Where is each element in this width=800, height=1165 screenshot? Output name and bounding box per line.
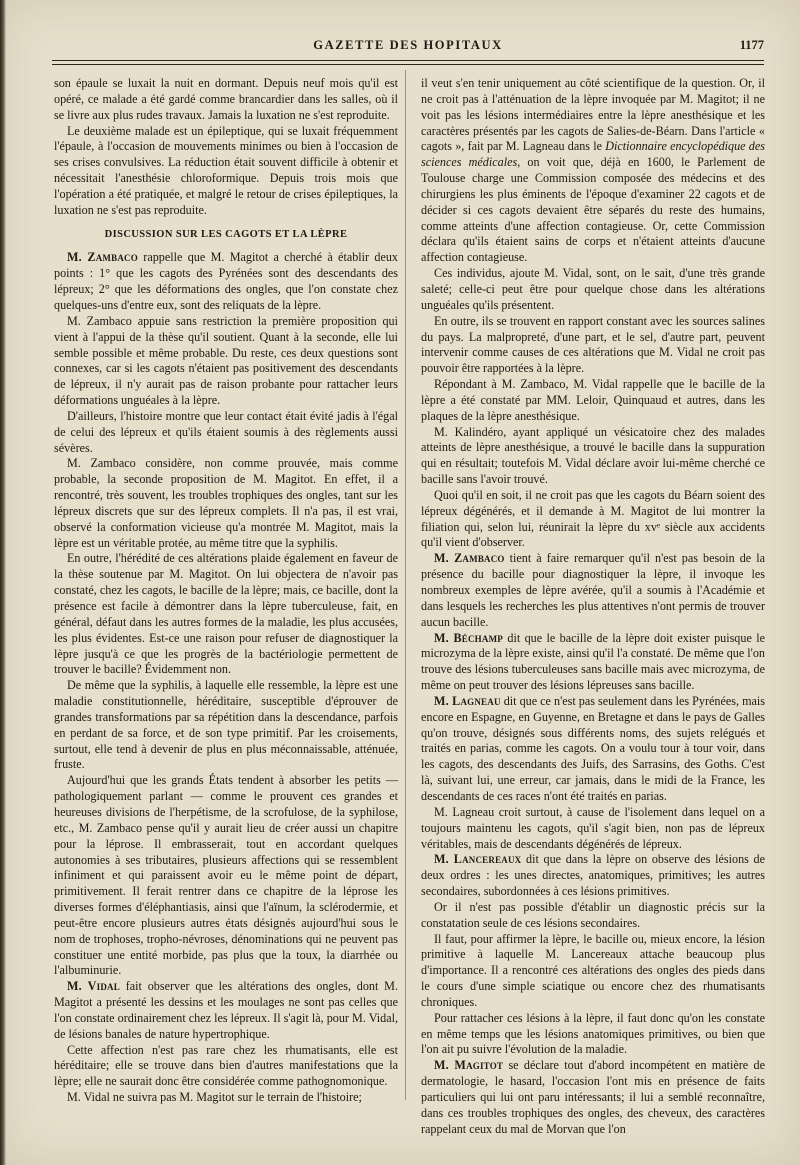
paragraph-text: fait observer que les altérations des ongles, dont M. Magitot a présenté les dessins et les moulages ne sont pas celles que l'on constate ordinairement chez les lépreux. Il s'agit là, pour M. Vidal, de lésions banales de nature hypertrophique.	[54, 979, 398, 1041]
paragraph-text: il veut s'en tenir uniquement au côté scientifique de la question. Or, il ne croit pas à l'atténuation de la lèpre invoquée par M. Magitot; il ne voit pas les lésions intermédiaires entre la lèpre anesthésique et les caractères présentés par les cagots de Salies-de-Béarn. Dans l'article « cagots », fait par M. Lagneau dans le	[421, 76, 765, 154]
column-divider	[405, 70, 406, 1100]
speaker-name: M. Zambaco	[67, 250, 138, 265]
page-number: 1177	[739, 38, 764, 52]
speaker-name: M. Zambaco	[434, 551, 505, 566]
paragraph	[421, 631, 765, 694]
right-column	[421, 76, 765, 1138]
paragraph-text: dit que ce n'est pas seulement dans les Pyrénées, mais encore en Espagne, en Guyenne, en Bretagne et dans le pays de Galles qu'on trouve, désignés sous différents noms, des sujets relégués et traités en parias, comme les cagots. On a voulu tour à tour voir, dans les cagots, des descendants des Juifs, des Sarrasins, des Goths. C'est là, suivant lui, une erreur, car jamais, dans le midi de la France, les descendants de ces races n'ont été traités en parias.	[421, 693, 765, 803]
paragraph-text: tient à faire remarquer qu'il n'est pas besoin de la présence du bacille pour diagnostiquer la lèpre, il invoque les nombreux exemples de lèpre avérée, qu'il a soumis à l'Académie et dans lesquels les recherches les plus attentives n'ont permis de trouver aucun bacille.	[421, 551, 765, 629]
paragraph: D'ailleurs, l'histoire montre que leur contact était évité jadis à l'égal de celui des lépreux et qu'ils étaient soumis à des règlements aussi sévères.	[54, 408, 398, 455]
paragraph: Cette affection n'est pas rare chez les rhumatisants, elle est héréditaire; elle se trouve dans bien d'autres manifestations que la lèpre; elle ne saurait donc être considérée comme pathognomonique.	[54, 1042, 398, 1089]
header-rule-thin	[52, 64, 764, 65]
paragraph: M. Vidal ne suivra pas M. Magitot sur le terrain de l'histoire;	[67, 1090, 362, 1105]
paragraph: De même que la syphilis, à laquelle elle ressemble, la lèpre est une maladie constitutionnelle, héréditaire, susceptible d'éprouver de grandes transformations par sa répétition dans la descendance, parfois en perdant de sa force, et de son type primitif. Par les croisements, surtout, elle tend à devenir de plus en plus méconnaissable, atténuée, fruste.	[54, 678, 398, 772]
speaker-name: M. Vidal	[67, 979, 120, 994]
paragraph: M. Lagneau croit surtout, à cause de l'isolement dans lequel on a toujours maintenu les cagots, qu'il s'agit bien, non pas de lépreux véritables, mais de descendants dégénérés de lépreux.	[421, 804, 765, 851]
paragraph-text: dit que dans la lèpre on observe des lésions de deux ordres : les unes directes, anatomiques, primitives; les autres secondaires, subordonnées à ces lésions primitives.	[421, 852, 765, 899]
paragraph: Ces individus, ajoute M. Vidal, sont, on le sait, d'une très grande saleté; celle-ci peut être pour quelque chose dans les altérations unguéales qu'ils présentent.	[421, 266, 765, 312]
paragraph-text: dit que le bacille de la lèpre doit exister puisque le microzyma de la lèpre existe, ainsi qu'il l'a constaté. De même que l'on trouve des lésions tuberculeuses sans bacille mais avec microzyma, de même on peut trouver des lésions lépreuses sans bacille.	[421, 630, 765, 693]
paragraph-text: rappelle que M. Magitot a cherché à établir deux points : 1° que les cagots des Pyrénées sont des descendants des lépreux; 2° que les déformations des ongles, que l'on constate chez quelques-uns d'entre eux, sont des reliquats de la lèpre.	[54, 250, 399, 312]
speaker-name: M. Lagneau	[434, 693, 501, 708]
paragraph: M. Zambaco considère, non comme prouvée, mais comme probable, la seconde proposition de M. Magitot. En effet, il a rencontré, très souvent, les troubles trophiques des ongles, tant sur les lépreux discrets que sur des lépreux complets. Il n'a pas, il est vrai, observé la conformation vicieuse qu'a montrée M. Magitot, mais la lèpre est un véritable protée, au même titre que la syphilis.	[54, 456, 398, 550]
paragraph: Le deuxième malade est un épileptique, qui se luxait fréquemment l'épaule, à l'occasion de mouvements minimes ou bien à l'occasion de ses crises convulsives. La réduction était souvent difficile à obtenir et nécessitait l'anesthésie chloroformique. Depuis trois mois que l'opération a été pratiquée, et malgré le retour de crises épileptiques, la luxation ne s'est pas reproduite.	[54, 123, 398, 217]
paragraph: M. Kalindéro, ayant appliqué un vésicatoire chez des malades atteints de lèpre anesthésique, a trouvé le bacille dans la suppuration qui en résultait; toutefois M. Vidal déclare avoir lui-même cherché ce bacille sans l'avoir trouvé.	[421, 424, 765, 487]
header-rule-thick	[52, 60, 764, 61]
page-binding-shadow	[0, 0, 6, 1165]
paragraph: M. Zambaco appuie sans restriction la première proposition qui vient à l'appui de la thèse qu'il soutient. Quant à la seconde, elle lui semble possible et même probable. Du reste, ces deux questions sont connexes, car si les cagots n'étaient pas positivement des descendants de lépreux, il n'y aurait pas de raison probante pour rattacher leurs déformations unguéales à la lèpre.	[54, 313, 398, 408]
speaker-name: M. Magitot	[434, 1058, 504, 1073]
paragraph: Aujourd'hui que les grands États tendent à absorber les petits — pathologiquement parlant — comme le prouvent ces grandes et heureuses divisions de l'herpétisme, de la scrofulose, de la syphilose, etc., M. Zambaco pense qu'il y aurait lieu de créer aussi un chapitre pour la léprose. Il embrasserait, tout en accordant quelques autonomies à ses tributaires, plusieurs affections qui se ressemblent infiniment et qui paraissent avoir eu le même point de départ, primitivement. Il ferait rentrer dans ce chapitre de la léprose les diverses formes d'éléphantiasis, ainsi que l'aïnum, la sclérodermie, et peut-être encore plusieurs autres états désignés aujourd'hui sous le nom de trophoses, tropho-névroses, dénominations qui ne peuvent pas constituer une entité morbide, pas plus que la toux, la diarrhée ou l'albuminurie.	[54, 773, 398, 978]
paragraph-text: se déclare tout d'abord incompétent en matière de dermatologie, le hasard, l'occasion l'ont mis en présence de faits particuliers qui lui ont paru intéressants; il lui a semblé reconnaître, dans ces troubles trophiques des ongles, des cheveux, des caractères rappelant ceux du mal de Morvan que l'on	[421, 1058, 765, 1136]
paragraph: son épaule se luxait la nuit en dormant. Depuis neuf mois qu'il est opéré, ce malade a été gardé comme brancardier dans les salles, où il se livre aux plus rudes travaux. Jamais la luxation ne s'est reproduite.	[54, 76, 398, 122]
paragraph	[421, 1058, 765, 1137]
paragraph: Répondant à M. Zambaco, M. Vidal rappelle que le bacille de la lèpre a été constaté par MM. Leloir, Quinquaud et autres, dans les plaques de la lèpre anesthésique.	[421, 377, 765, 423]
paragraph	[54, 979, 398, 1042]
paragraph: Il faut, pour affirmer la lèpre, le bacille ou, mieux encore, la lésion primitive à laquelle M. Lancereaux attache beaucoup plus d'importance. Il a rencontré ces altérations des ongles des pieds dans le cours d'une simple sciatique ou encore chez des rhumatisants chroniques.	[421, 931, 765, 1009]
paragraph	[421, 852, 765, 900]
paragraph: En outre, l'hérédité de ces altérations plaide également en faveur de la thèse soutenue par M. Magitot. On lui objectera de n'avoir pas constaté, chez les cagots, le bacille de la lèpre; mais, ce bacille, dont la présence est facile à démontrer dans la lèpre tuberculeuse, fait, en général, défaut dans les autres formes de la maladie, les plus accusées, les plus évidentes. Est-ce une raison pour refuser de diagnostiquer la lèpre jusqu'à ce que les progrès de la bactériologie permettent de trouver le bacille? Évidemment non.	[54, 551, 398, 677]
speaker-name: M. Béchamp	[434, 630, 503, 645]
book-title: Dictionnaire encyclopédique des sciences médicales	[421, 139, 765, 170]
paragraph: Pour rattacher ces lésions à la lèpre, il faut donc qu'on les constate en même temps que les lésions anatomiques primitives, ou bien que l'on ait pu suivre l'évolution de la maladie.	[421, 1010, 765, 1057]
speaker-name: M. Lancereaux	[434, 852, 522, 867]
paragraph	[421, 551, 765, 630]
page-header	[52, 38, 764, 56]
paragraph: En outre, ils se trouvent en rapport constant avec les sources salines du pays. La malpropreté, d'une part, et le sel, d'autre part, peuvent intervenir comme causes de ces altérations que M. Vidal ne croit pas pouvoir être rapportées à la lèpre.	[421, 313, 765, 376]
paragraph	[421, 76, 765, 266]
paragraph: Or il n'est pas possible d'établir un diagnostic précis sur la constatation seule de ces lésions secondaires.	[421, 899, 765, 930]
paragraph-text: , on voit que, déjà en 1600, le Parlement de Toulouse charge une Commission composée des médecins et des chirurgiens les plus éminents de l'époque d'examiner 22 cagots et de décider si ces cagots devaient être séparés du reste des humains, comme atteints d'une affection contagieuse. Or, cette Commission déclara qu'ils étaient sains de corps et n'étaient atteints d'aucune affection contagieuse.	[421, 155, 765, 265]
paragraph	[421, 694, 765, 805]
running-title: GAZETTE DES HOPITAUX	[313, 38, 503, 52]
left-column	[54, 76, 398, 1106]
section-heading: DISCUSSION SUR LES CAGOTS ET LA LÈPRE	[104, 228, 348, 240]
paragraph: Quoi qu'il en soit, il ne croit pas que les cagots du Béarn soient des lépreux dégénérés, et il demande à M. Magitot de lui montrer la filiation qui, selon lui, réunirait la lèpre du xvᵉ siècle aux accidents qu'il vient d'observer.	[421, 487, 765, 550]
paragraph	[54, 250, 398, 313]
